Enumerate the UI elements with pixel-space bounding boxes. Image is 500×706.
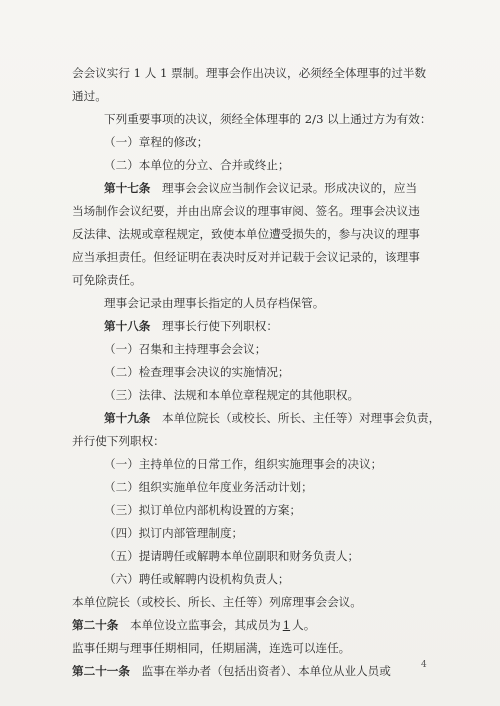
- line-text: （一）召集和主持理事会会议；: [104, 342, 267, 356]
- line-text: 本单位院长（或校长、所长、主任等）列席理事会会议。: [72, 595, 362, 609]
- line-text: （二）检查理事会决议的实施情况；: [104, 365, 290, 379]
- line-text: （三）法律、法规和本单位章程规定的其他职权。: [104, 388, 360, 402]
- text-line: [72, 89, 500, 104]
- line-text: 通过。: [72, 89, 107, 103]
- line-text: 监事任期与理事任期相同，任期届满，连选可以连任。: [72, 641, 351, 655]
- list-item: [104, 480, 500, 495]
- line-text: 本单位设立监事会，其成员为: [118, 618, 281, 632]
- text-line: [72, 434, 500, 449]
- line-text: 应当承担责任。但经证明在表决时反对并记载于会议记录的，该理事: [72, 250, 420, 264]
- article-heading: 第十九条: [104, 411, 151, 425]
- line-text: （二）组织实施单位年度业务活动计划；: [104, 480, 313, 494]
- list-item: [104, 526, 500, 541]
- text-line: [72, 66, 500, 81]
- line-text: （三）拟订单位内部机构设置的方案；: [104, 503, 302, 517]
- text-line: [72, 273, 500, 288]
- line-text: 会会议实行 1 人 1 票制。理事会作出决议，必须经全体理事的过半数: [72, 66, 427, 80]
- line-text: （二）本单位的分立、合并或终止；: [104, 158, 290, 172]
- article-line: [104, 319, 500, 334]
- article-heading: 第二十一条: [72, 664, 130, 678]
- line-tail: 人。: [292, 618, 316, 632]
- text-line: [72, 250, 500, 265]
- text-line: [72, 204, 500, 219]
- line-text: （五）提请聘任或解聘本单位副职和财务负责人；: [104, 549, 360, 563]
- text-line: [104, 112, 500, 127]
- line-text: 理事会会议应当制作会议记录。形成决议的，应当: [150, 181, 418, 195]
- list-item: [104, 572, 500, 587]
- line-text: 当场制作会议纪要，并由出席会议的理事审阅、签名。理事会决议违: [72, 204, 420, 218]
- member-count-blank: 1: [282, 618, 291, 632]
- article-line: [104, 411, 500, 426]
- line-text: 反法律、法规或章程规定，致使本单位遭受损失的，参与决议的理事: [72, 227, 420, 241]
- text-line: [72, 227, 500, 242]
- line-text: 并行使下列职权：: [72, 434, 165, 448]
- line-text: 理事会记录由理事长指定的人员存档保管。: [104, 296, 325, 310]
- list-item: [104, 135, 500, 150]
- line-text: （一）章程的修改；: [104, 135, 209, 149]
- line-text: 可免除责任。: [72, 273, 142, 287]
- text-line: [104, 296, 500, 311]
- line-text: （四）拟订内部管理制度；: [104, 526, 244, 540]
- text-line: [72, 595, 500, 610]
- line-text: 监事在举办者（包括出资者）、本单位从业人员或: [129, 664, 391, 678]
- list-item: [104, 388, 500, 403]
- article-line: [104, 181, 500, 196]
- article-line: [72, 618, 500, 633]
- list-item: [104, 549, 500, 564]
- line-text: 本单位院长（或校长、所长、主任等）对理事会负责，: [150, 411, 441, 425]
- article-line: [72, 664, 500, 679]
- line-text: 理事长行使下列职权：: [150, 319, 278, 333]
- line-text: （六）聘任或解聘内设机构负责人；: [104, 572, 290, 586]
- article-heading: 第十七条: [104, 181, 151, 195]
- list-item: [104, 503, 500, 518]
- list-item: [104, 342, 500, 357]
- list-item: [104, 457, 500, 472]
- text-line: [72, 641, 500, 656]
- line-text: （一）主持单位的日常工作，组织实施理事会的决议；: [104, 457, 383, 471]
- list-item: [104, 365, 500, 380]
- article-heading: 第十八条: [104, 319, 151, 333]
- line-text: 下列重要事项的决议，须经全体理事的 2/3 以上通过方为有效：: [104, 112, 432, 126]
- list-item: [104, 158, 500, 173]
- article-heading: 第二十条: [72, 618, 119, 632]
- page-number: 4: [421, 660, 427, 670]
